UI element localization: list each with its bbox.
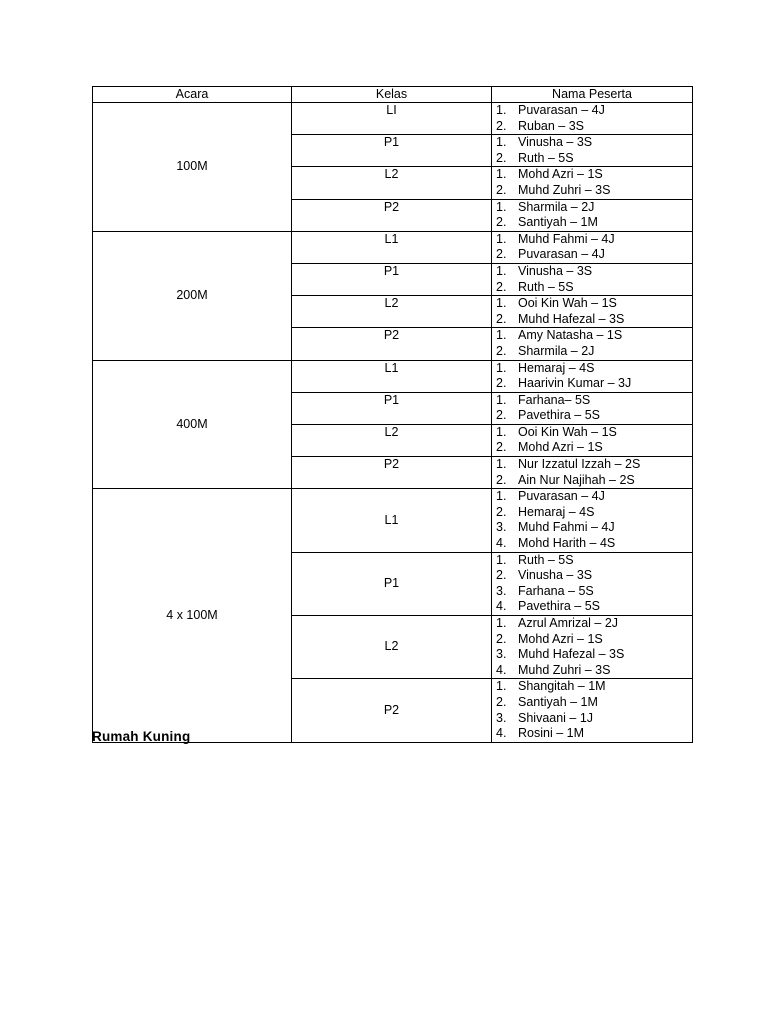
participant-number: 4.	[496, 536, 507, 551]
participant-name: Muhd Zuhri – 3S	[518, 182, 611, 197]
participant-number: 2.	[496, 376, 507, 391]
participant-name: Ain Nur Najihah – 2S	[518, 472, 635, 487]
participant-name: Ooi Kin Wah – 1S	[518, 296, 617, 311]
participant-name: Farhana – 5S	[518, 583, 594, 598]
participant-list	[492, 103, 692, 134]
participant-list	[492, 393, 692, 424]
participant-number: 2.	[496, 150, 507, 165]
participant-number: 2.	[496, 408, 507, 423]
participant-item	[492, 632, 692, 648]
participant-number: 2.	[496, 118, 507, 133]
participant-number: 1.	[496, 360, 507, 375]
participant-list-cell	[492, 135, 693, 167]
participant-name: Ruth – 5S	[518, 279, 574, 294]
participant-list	[492, 679, 692, 741]
participant-name: Vinusha – 3S	[518, 135, 593, 150]
participant-item	[492, 232, 692, 248]
participant-name: Hemaraj – 4S	[518, 504, 595, 519]
participant-name: Muhd Hafezal – 3S	[518, 647, 625, 662]
participant-name: Puvarasan – 4J	[518, 103, 605, 117]
participant-list-cell	[492, 199, 693, 231]
event-name: 4 x 100M	[93, 489, 292, 743]
participant-name: Santiyah – 1M	[518, 215, 598, 230]
participant-number: 1.	[496, 616, 507, 630]
participant-number: 1.	[496, 231, 507, 246]
participant-name: Mohd Azri – 1S	[518, 440, 603, 455]
participant-number: 4.	[496, 599, 507, 614]
house-title: Rumah Kuning	[92, 729, 191, 744]
participant-list-cell	[492, 328, 693, 360]
participant-item	[492, 264, 692, 280]
participant-name: Pavethira – 5S	[518, 408, 600, 423]
class-label: P2	[292, 457, 492, 489]
participant-name: Haarivin Kumar – 3J	[518, 376, 632, 391]
participant-number: 1.	[496, 328, 507, 343]
participant-number: 1.	[496, 167, 507, 182]
participant-item	[492, 312, 692, 328]
participant-name: Mohd Azri – 1S	[518, 631, 603, 646]
participant-number: 2.	[496, 343, 507, 358]
participant-number: 2.	[496, 279, 507, 294]
participant-item	[492, 183, 692, 199]
participant-item	[492, 135, 692, 151]
participant-name: Shivaani – 1J	[518, 710, 594, 725]
participant-name: Amy Natasha – 1S	[518, 328, 623, 343]
participant-number: 3.	[496, 647, 507, 662]
participant-number: 1.	[496, 263, 507, 278]
participant-item	[492, 376, 692, 392]
participant-item	[492, 457, 692, 473]
participant-name: Hemaraj – 4S	[518, 360, 595, 375]
participants-table	[92, 86, 693, 743]
participant-item	[492, 679, 692, 695]
participant-item	[492, 584, 692, 600]
participant-name: Mohd Harith – 4S	[518, 536, 616, 551]
participant-list	[492, 553, 692, 615]
participant-item	[492, 215, 692, 231]
participant-name: Muhd Fahmi – 4J	[518, 520, 615, 535]
class-label: L2	[292, 167, 492, 199]
header-acara: Acara	[93, 87, 292, 103]
participant-number: 1.	[496, 103, 507, 117]
participant-item	[492, 599, 692, 615]
participant-name: Muhd Zuhri – 3S	[518, 662, 611, 677]
participant-name: Pavethira – 5S	[518, 599, 600, 614]
participant-name: Muhd Fahmi – 4J	[518, 231, 615, 246]
participant-item	[492, 167, 692, 183]
participant-number: 1.	[496, 392, 507, 407]
participant-number: 1.	[496, 552, 507, 567]
table-row	[93, 231, 693, 263]
participant-item	[492, 568, 692, 584]
class-label: L1	[292, 489, 492, 552]
participant-list	[492, 296, 692, 327]
participant-name: Ruth – 5S	[518, 150, 574, 165]
participant-number: 3.	[496, 583, 507, 598]
participant-list-cell	[492, 457, 693, 489]
event-name: 100M	[93, 103, 292, 232]
participant-item	[492, 489, 692, 505]
participant-item	[492, 695, 692, 711]
participant-name: Azrul Amrizal – 2J	[518, 616, 619, 630]
participant-number: 2.	[496, 694, 507, 709]
participant-item	[492, 440, 692, 456]
participant-number: 1.	[496, 296, 507, 311]
participant-item	[492, 553, 692, 569]
participant-list	[492, 361, 692, 392]
participant-item	[492, 425, 692, 441]
header-nama-peserta: Nama Peserta	[492, 87, 693, 103]
participant-item	[492, 663, 692, 679]
class-label: P2	[292, 328, 492, 360]
participant-number: 2.	[496, 182, 507, 197]
participant-item	[492, 616, 692, 632]
participant-number: 2.	[496, 215, 507, 230]
participant-list-cell	[492, 489, 693, 552]
participant-number: 1.	[496, 679, 507, 694]
participant-item	[492, 473, 692, 489]
table-row	[93, 103, 693, 135]
participant-name: Muhd Hafezal – 3S	[518, 311, 625, 326]
participant-name: Ruth – 5S	[518, 552, 574, 567]
participant-number: 4.	[496, 726, 507, 741]
participant-list-cell	[492, 679, 693, 742]
class-label: L2	[292, 424, 492, 456]
participant-item	[492, 393, 692, 409]
participant-number: 3.	[496, 520, 507, 535]
table-row	[93, 489, 693, 552]
event-name: 200M	[93, 231, 292, 360]
participant-number: 1.	[496, 424, 507, 439]
participant-name: Ruban – 3S	[518, 118, 585, 133]
participant-list	[492, 135, 692, 166]
participant-list-cell	[492, 552, 693, 615]
participant-number: 2.	[496, 311, 507, 326]
class-label: P1	[292, 392, 492, 424]
participant-number: 2.	[496, 568, 507, 583]
participant-name: Sharmila – 2J	[518, 343, 595, 358]
participant-name: Shangitah – 1M	[518, 679, 606, 694]
class-label: L2	[292, 616, 492, 679]
participant-number: 2.	[496, 631, 507, 646]
participant-list	[492, 457, 692, 488]
participant-name: Santiyah – 1M	[518, 694, 598, 709]
participant-number: 2.	[496, 440, 507, 455]
participant-item	[492, 200, 692, 216]
participant-name: Puvarasan – 4J	[518, 489, 605, 504]
participant-item	[492, 344, 692, 360]
class-label: P1	[292, 135, 492, 167]
participant-list	[492, 489, 692, 551]
class-label: L2	[292, 296, 492, 328]
class-label: L1	[292, 231, 492, 263]
participant-list-cell	[492, 424, 693, 456]
participant-name: Ooi Kin Wah – 1S	[518, 424, 617, 439]
class-label: P1	[292, 552, 492, 615]
participants-table-wrapper	[92, 86, 692, 743]
class-label: LI	[292, 103, 492, 135]
participant-number: 1.	[496, 489, 507, 504]
participant-item	[492, 647, 692, 663]
participant-item	[492, 505, 692, 521]
participant-list-cell	[492, 392, 693, 424]
participant-name: Farhana– 5S	[518, 392, 591, 407]
participant-list	[492, 425, 692, 456]
participant-number: 1.	[496, 199, 507, 214]
participant-item	[492, 247, 692, 263]
participant-list-cell	[492, 263, 693, 295]
class-label: L1	[292, 360, 492, 392]
participant-list	[492, 200, 692, 231]
table-row	[93, 360, 693, 392]
table-header-row	[93, 87, 693, 103]
participant-item	[492, 536, 692, 552]
participant-item	[492, 151, 692, 167]
participant-name: Rosini – 1M	[518, 726, 584, 741]
participant-name: Nur Izzatul Izzah – 2S	[518, 457, 641, 472]
participant-number: 3.	[496, 710, 507, 725]
participant-item	[492, 520, 692, 536]
participant-name: Sharmila – 2J	[518, 199, 595, 214]
participant-name: Mohd Azri – 1S	[518, 167, 603, 182]
class-label: P2	[292, 199, 492, 231]
participant-list	[492, 328, 692, 359]
participant-name: Vinusha – 3S	[518, 263, 593, 278]
participant-name: Vinusha – 3S	[518, 568, 593, 583]
participant-list-cell	[492, 360, 693, 392]
participant-list	[492, 167, 692, 198]
participant-list-cell	[492, 103, 693, 135]
participant-item	[492, 280, 692, 296]
participant-list	[492, 616, 692, 678]
participant-item	[492, 296, 692, 312]
participant-item	[492, 328, 692, 344]
participant-number: 2.	[496, 472, 507, 487]
participant-item	[492, 361, 692, 377]
participant-number: 2.	[496, 504, 507, 519]
participant-item	[492, 711, 692, 727]
class-label: P2	[292, 679, 492, 742]
participant-item	[492, 408, 692, 424]
header-kelas: Kelas	[292, 87, 492, 103]
table-body	[93, 103, 693, 743]
participant-list-cell	[492, 296, 693, 328]
participant-item	[492, 119, 692, 135]
participant-name: Puvarasan – 4J	[518, 247, 605, 262]
participant-list-cell	[492, 616, 693, 679]
event-name: 400M	[93, 360, 292, 489]
participant-list	[492, 264, 692, 295]
participant-number: 2.	[496, 247, 507, 262]
participant-item	[492, 726, 692, 742]
participant-list-cell	[492, 167, 693, 199]
participant-number: 1.	[496, 457, 507, 472]
participant-number: 4.	[496, 662, 507, 677]
participant-item	[492, 103, 692, 119]
participant-number: 1.	[496, 135, 507, 150]
class-label: P1	[292, 263, 492, 295]
participant-list-cell	[492, 231, 693, 263]
participant-list	[492, 232, 692, 263]
